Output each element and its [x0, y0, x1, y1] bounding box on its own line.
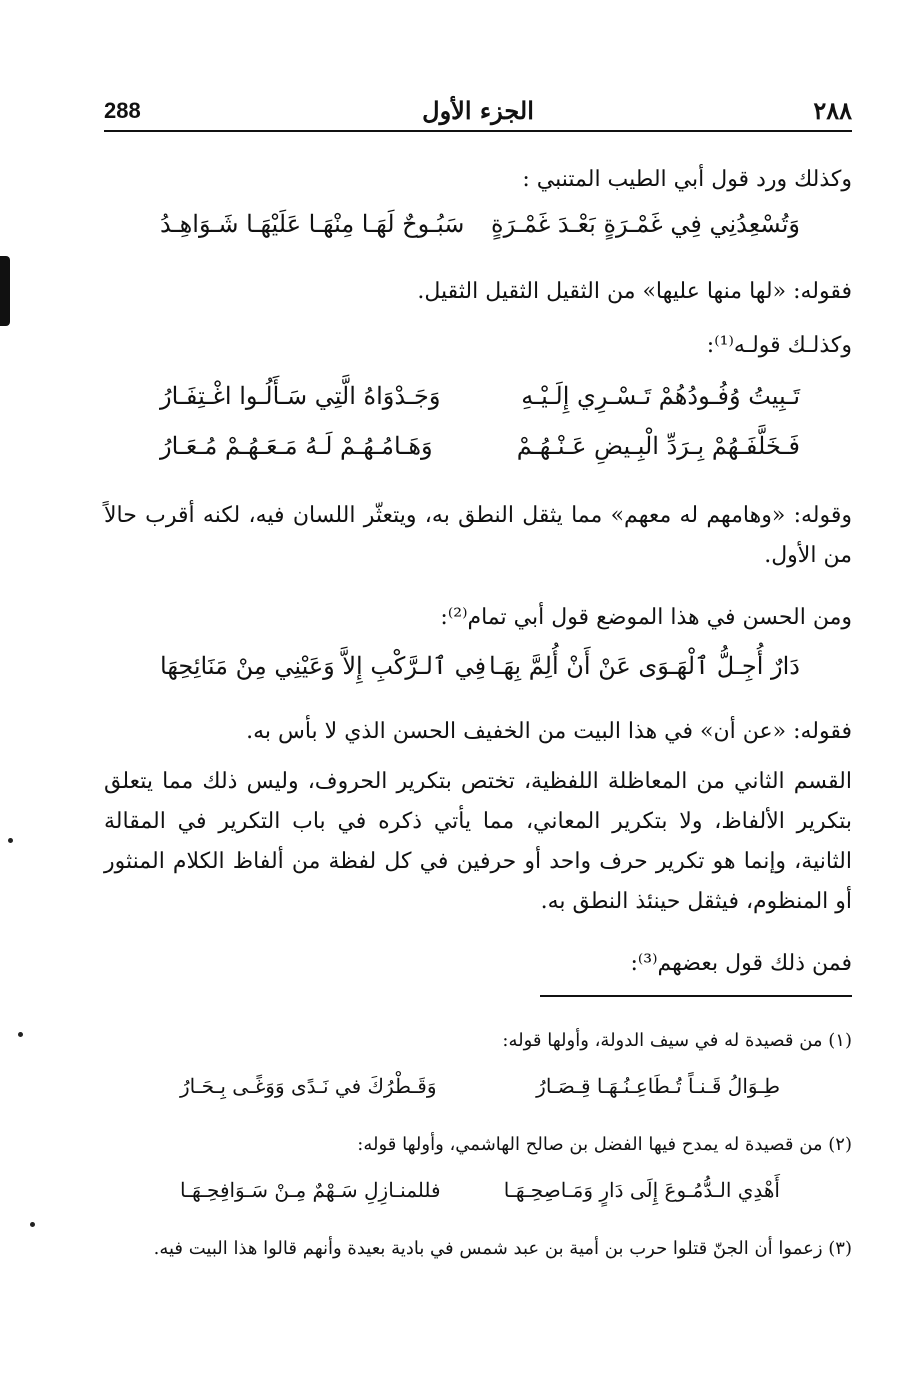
verse-hemistich-first: طِـوَالُ قَـنـاً تُـطَاعِـنُـهَـا قِـصَـارُ [536, 1074, 780, 1098]
verse-line [160, 210, 800, 250]
paragraph: وكذلك ورد قول أبي الطيب المتنبي : [522, 167, 852, 192]
footnote: (٣) زعموا أن الجنّ قتلوا حرب بن أمية بن عبد شمس في بادية بعيدة وأنهم قالوا هذا البيت فيه. [153, 1238, 852, 1259]
paragraph: ومن الحسن في هذا الموضع قول أبي تمام⁽²⁾: [440, 605, 852, 630]
scan-speck [30, 1222, 35, 1227]
verse-hemistich-second: وَقَـطْرُكَ في نَـدًى وَوَغًـى بِـحَـارُ [180, 1074, 437, 1098]
footnote: (٢) من قصيدة له يمدح فيها الفضل بن صالح الهاشمي، وأولها قوله: [357, 1134, 852, 1155]
footnote-separator [540, 995, 852, 997]
scan-speck [8, 838, 13, 843]
footnote-verse [180, 1074, 780, 1108]
footnote-verse [180, 1178, 780, 1212]
verse-line [160, 652, 800, 692]
verse-hemistich-second: فللمنـازِلِ سَـهْمٌ مِـنْ سَـوَافِحِـهَـا [180, 1178, 441, 1202]
verse-hemistich-first: فَـخَلَّفَـهُمْ بِـرَدِّ الْبِـيضِ عَـنْـهُـمْ [516, 432, 800, 460]
verse-line [160, 382, 800, 422]
verse-hemistich-second: وَجَـدْوَاهُ الَّتِي سَـأَلُـوا اغْـتِفَـارُ [160, 382, 441, 410]
paragraph: فقوله: «لها منها عليها» من الثقيل الثقيل الثقيل. [417, 279, 852, 304]
verse-hemistich-first: أَهْدِي الـدُّمُـوعَ إِلَى دَارٍ وَمَـاصِحِـهَـا [503, 1178, 780, 1202]
verse-hemistich-second: وَهَـامُـهُـمْ لَـهُ مَـعَـهُـمْ مُـعَـارُ [160, 432, 433, 460]
page-number-arabic: ٢٨٨ [813, 96, 852, 125]
scan-speck [18, 1032, 23, 1037]
paragraph: فقوله: «عن أن» في هذا البيت من الخفيف الحسن الذي لا بأس به. [246, 719, 852, 744]
verse-hemistich-first: تَـبِيتُ وُفُـودُهُمْ تَـسْـرِي إِلَـيْـهِ [521, 382, 800, 410]
verse-hemistich-first: وَتُسْعِدُنِي فِي غَمْـرَةٍ بَعْـدَ غَمْـرَةٍ [491, 210, 800, 238]
page-header [104, 96, 852, 132]
paragraph: وقوله: «وهامهم له معهم» مما يثقل النطق به، ويتعثّر اللسان فيه، لكنه أقرب حالاً من الأول. [104, 503, 852, 568]
verse-line [160, 432, 800, 472]
running-title: الجزء الأول [422, 96, 534, 125]
page-number-latin: 288 [104, 98, 141, 123]
paragraph: وكذلـك قولـه⁽¹⁾: [706, 333, 852, 358]
verse-hemistich-first: دَارٌ أُجِـلُّ ٱلْهَـوَى عَنْ أَنْ أُلِمَّ بِهَـا [488, 652, 800, 680]
verse-hemistich-second: فِي ٱلـرَّكْبِ إِلاَّ وَعَيْنِي مِنْ مَنَائِحِهَا [160, 652, 487, 680]
verse-hemistich-second: سَبُـوحٌ لَهَـا مِنْهَـا عَلَيْهَـا شَـوَاهِـدُ [160, 210, 465, 238]
scan-binding-mark [0, 256, 10, 326]
paragraph: القسم الثاني من المعاظلة اللفظية، تختص بتكرير الحروف، وليس ذلك مما يتعلق بتكرير الألفاظ، ولا بتكرير المعاني، مما يأتي ذكره في باب التكرير في المقالة الثانية، وإنما هو تكرير حرف واحد أو حرفين في كل لفظة من ألفاظ الكلام المنثور أو المنظوم، فيثقل حينئذ النطق به. [104, 769, 852, 914]
paragraph: فمن ذلك قول بعضهم⁽³⁾: [630, 951, 852, 976]
footnote: (١) من قصيدة له في سيف الدولة، وأولها قوله: [502, 1030, 852, 1051]
